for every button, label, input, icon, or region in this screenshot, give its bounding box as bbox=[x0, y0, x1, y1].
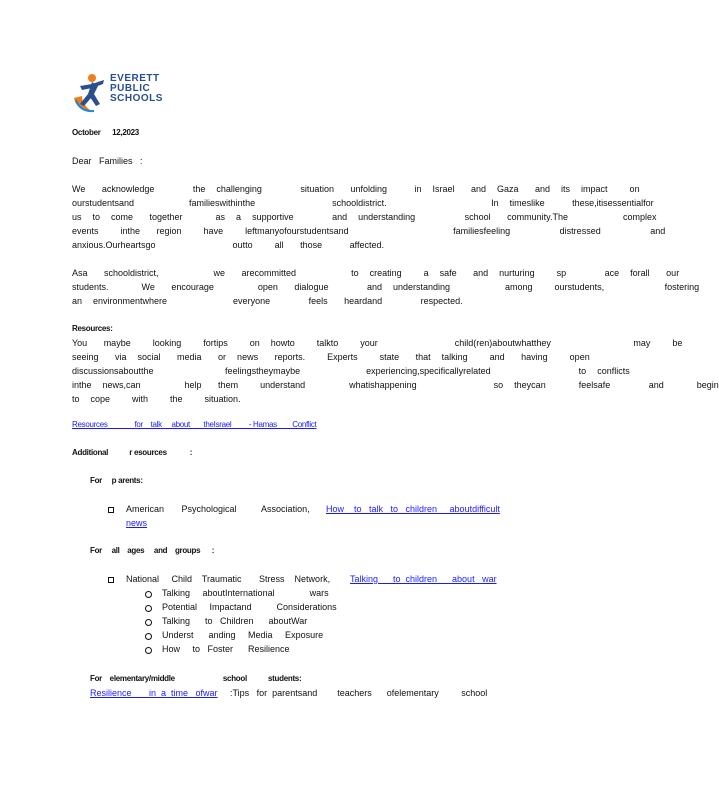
resilience-time-of-war-link[interactable]: Resilience in a time ofwar bbox=[90, 688, 218, 698]
bullet-square-icon bbox=[108, 577, 114, 583]
for-elementary-heading: For elementary/middle school students: bbox=[90, 674, 302, 683]
for-parents-heading: For p arents: bbox=[90, 476, 143, 485]
bullet-square-icon bbox=[108, 507, 114, 513]
resources-israel-hamas-link[interactable]: Resources for talk about theIsrael - Hamas Conflict bbox=[72, 420, 317, 429]
letter-date: October 12,2023 bbox=[72, 128, 139, 137]
list-item: Talking to Children aboutWar bbox=[162, 616, 308, 626]
bullet-circle-icon bbox=[145, 605, 152, 612]
bullet-circle-icon bbox=[145, 647, 152, 654]
apa-difficult-news-link[interactable]: How to talk to children aboutdifficult bbox=[326, 504, 500, 514]
document-page: EVERETT PUBLIC SCHOOLS October 12,2023 Dear Families : We acknowledge the challenging situation unfolding in Israel and Gaza and its impact on ourstudentsand familieswithinthe schooldistrict. In timeslike these,itisessentialfor us to come together as a supportive and understanding school community.The complex events inthe region have leftmanyofourstudentsand familiesfeeling distressed and anxious.Ourheartsgo outto all those affected. Asa schooldistrict, we arecommitted to creating a safe and nurturing sp ace forall our students. We encourage open dialogue and understanding among ourstudents, fostering an environmentwhere everyone feels heardand respected. Resources: You maybe looking fortips on howto talkto your child(ren)aboutwhatthey may be seeing via social media or news reports. Experts state that talking and having open discussionsaboutthe feelingstheymaybe experiencing,specificallyrelated to conflicts inthe news,can help them understand whatishappening so theycan feelsafe and begin to cope with the situation. Resources for talk about theIsrael - Hamas Conflict Additional r esources : For p arents: American Psychological Association, How to talk to children aboutdifficult news For all ages and groups : National Child Traumatic Stress Network, Talking to children about war Talking aboutInternational wars Potential Impactand Considerations Talking to Children aboutWar Underst anding Media Exposure How to Foster Resilience For elementary/middle school students: Resilience in a time ofwar :Tips for parentsand teachers ofelementary school bbox=[0, 0, 618, 800]
bullet-circle-icon bbox=[145, 633, 152, 640]
additional-resources-heading: Additional r esources : bbox=[72, 448, 193, 457]
bullet-circle-icon bbox=[145, 591, 152, 598]
bullet-circle-icon bbox=[145, 619, 152, 626]
nctsn-source: National Child Traumatic Stress Network, bbox=[126, 574, 331, 584]
resources-heading: Resources: bbox=[72, 324, 113, 333]
logo-figure-icon bbox=[70, 70, 110, 114]
resilience-description: :Tips for parentsand teachers ofelementary school bbox=[230, 688, 488, 698]
greeting: Dear Families : bbox=[72, 156, 143, 166]
logo-wordmark: EVERETT PUBLIC SCHOOLS bbox=[110, 73, 163, 104]
list-item: Potential Impactand Considerations bbox=[162, 602, 337, 612]
apa-difficult-news-link-cont[interactable]: news bbox=[126, 518, 148, 528]
list-item: Talking aboutInternational wars bbox=[162, 588, 329, 598]
list-item: Underst anding Media Exposure bbox=[162, 630, 324, 640]
for-all-ages-heading: For all ages and groups : bbox=[90, 546, 215, 555]
apa-source: American Psychological Association, bbox=[126, 504, 310, 514]
nctsn-talking-about-war-link[interactable]: Talking to children about war bbox=[350, 574, 497, 584]
list-item: How to Foster Resilience bbox=[162, 644, 290, 654]
district-logo bbox=[70, 70, 180, 114]
